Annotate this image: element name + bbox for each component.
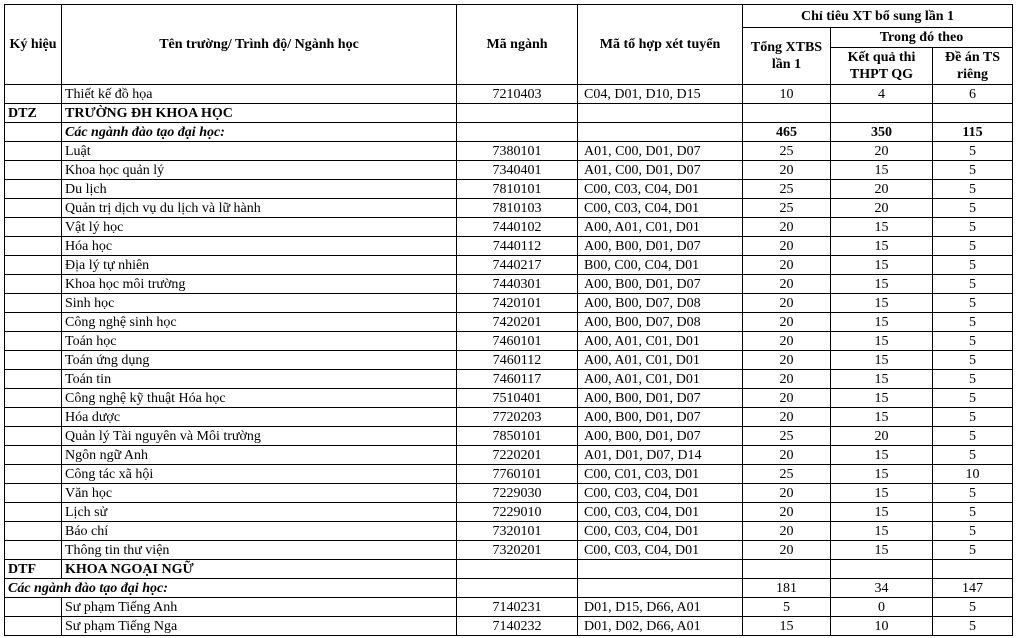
table-row xyxy=(5,256,1013,275)
header-ma-nganh: Mã ngành xyxy=(457,5,578,85)
exam-quota: 15 xyxy=(831,237,933,256)
total-quota: 25 xyxy=(743,199,831,218)
major-code: 7140231 xyxy=(457,598,578,617)
major-code: 7810101 xyxy=(457,180,578,199)
row-code xyxy=(5,218,62,237)
exam-quota: 15 xyxy=(831,313,933,332)
major-code: 7440112 xyxy=(457,237,578,256)
major-name: Báo chí xyxy=(62,522,457,541)
subject-combos: A00, B00, D07, D08 xyxy=(578,294,743,313)
row-code xyxy=(5,389,62,408)
table-row xyxy=(5,522,1013,541)
header-chi-tieu: Chỉ tiêu XT bổ sung lần 1 xyxy=(743,5,1013,28)
major-code: 7720203 xyxy=(457,408,578,427)
row-code xyxy=(5,598,62,617)
row-code xyxy=(5,484,62,503)
own-scheme-quota: 5 xyxy=(933,389,1013,408)
subject-combos: A00, B00, D01, D07 xyxy=(578,408,743,427)
major-name: Sư phạm Tiếng Anh xyxy=(62,598,457,617)
level-row xyxy=(5,123,1013,142)
row-code xyxy=(5,85,62,104)
exam-quota: 20 xyxy=(831,427,933,446)
major-name: Toán tin xyxy=(62,370,457,389)
table-body xyxy=(5,85,1013,636)
major-name: Quản trị dịch vụ du lịch và lữ hành xyxy=(62,199,457,218)
header-ky-hieu: Ký hiệu xyxy=(5,5,62,85)
table-row xyxy=(5,161,1013,180)
exam-quota xyxy=(831,104,933,123)
total-quota: 25 xyxy=(743,142,831,161)
own-scheme-quota: 5 xyxy=(933,294,1013,313)
exam-quota xyxy=(831,560,933,579)
row-code xyxy=(5,275,62,294)
subject-combos: C00, C01, C03, D01 xyxy=(578,465,743,484)
table-row xyxy=(5,237,1013,256)
table-row xyxy=(5,180,1013,199)
exam-quota: 15 xyxy=(831,370,933,389)
row-code xyxy=(5,180,62,199)
total-quota: 25 xyxy=(743,427,831,446)
major-code: 7460117 xyxy=(457,370,578,389)
own-scheme-quota: 5 xyxy=(933,503,1013,522)
own-scheme-quota: 5 xyxy=(933,275,1013,294)
own-scheme-quota: 5 xyxy=(933,522,1013,541)
row-code xyxy=(5,142,62,161)
total-quota: 20 xyxy=(743,275,831,294)
exam-quota: 15 xyxy=(831,161,933,180)
row-code xyxy=(5,617,62,636)
major-name: Hóa học xyxy=(62,237,457,256)
header-tong: Tổng XTBS lần 1 xyxy=(743,28,831,85)
major-name: Sư phạm Tiếng Nga xyxy=(62,617,457,636)
total-quota: 20 xyxy=(743,389,831,408)
table-row xyxy=(5,427,1013,446)
subject-combos: A00, B00, D01, D07 xyxy=(578,275,743,294)
major-code: 7340401 xyxy=(457,161,578,180)
school-row xyxy=(5,104,1013,123)
subject-combos: D01, D15, D66, A01 xyxy=(578,598,743,617)
table-row xyxy=(5,408,1013,427)
exam-quota: 10 xyxy=(831,617,933,636)
own-scheme-quota: 5 xyxy=(933,180,1013,199)
total-quota: 20 xyxy=(743,484,831,503)
total-quota: 20 xyxy=(743,446,831,465)
subject-combos: A00, B00, D01, D07 xyxy=(578,389,743,408)
own-scheme-quota: 147 xyxy=(933,579,1013,598)
major-code: 7440301 xyxy=(457,275,578,294)
table-row xyxy=(5,446,1013,465)
subject-combos: C04, D01, D10, D15 xyxy=(578,85,743,104)
major-code: 7420101 xyxy=(457,294,578,313)
major-name: Thông tin thư viện xyxy=(62,541,457,560)
major-name: Quản lý Tài nguyên và Môi trường xyxy=(62,427,457,446)
exam-quota: 15 xyxy=(831,275,933,294)
subject-combos: A00, B00, D01, D07 xyxy=(578,427,743,446)
table-row xyxy=(5,275,1013,294)
subject-combos: A01, D01, D07, D14 xyxy=(578,446,743,465)
row-code xyxy=(5,522,62,541)
major-code: 7810103 xyxy=(457,199,578,218)
total-quota: 5 xyxy=(743,598,831,617)
table-row xyxy=(5,598,1013,617)
row-code: DTF xyxy=(5,560,62,579)
major-name: Công nghệ kỹ thuật Hóa học xyxy=(62,389,457,408)
level-label: Các ngành đào tạo đại học: xyxy=(62,123,457,142)
major-code xyxy=(457,560,578,579)
row-code xyxy=(5,237,62,256)
table-row xyxy=(5,218,1013,237)
row-code xyxy=(5,313,62,332)
own-scheme-quota: 5 xyxy=(933,617,1013,636)
exam-quota: 15 xyxy=(831,541,933,560)
header-ma-to-hop: Mã tổ hợp xét tuyển xyxy=(578,5,743,85)
major-code: 7320101 xyxy=(457,522,578,541)
row-code xyxy=(5,541,62,560)
own-scheme-quota xyxy=(933,104,1013,123)
major-code: 7440102 xyxy=(457,218,578,237)
total-quota: 20 xyxy=(743,218,831,237)
header-ket-qua: Kết quả thi THPT QG xyxy=(831,48,933,85)
table-row xyxy=(5,484,1013,503)
major-code: 7420201 xyxy=(457,313,578,332)
total-quota: 25 xyxy=(743,465,831,484)
subject-combos: A01, C00, D01, D07 xyxy=(578,142,743,161)
own-scheme-quota: 5 xyxy=(933,237,1013,256)
exam-quota: 34 xyxy=(831,579,933,598)
major-code: 7460101 xyxy=(457,332,578,351)
school-name: KHOA NGOẠI NGỮ xyxy=(62,560,457,579)
major-name: Lịch sử xyxy=(62,503,457,522)
exam-quota: 15 xyxy=(831,389,933,408)
major-name: Sinh học xyxy=(62,294,457,313)
total-quota: 20 xyxy=(743,522,831,541)
row-code xyxy=(5,161,62,180)
total-quota: 20 xyxy=(743,332,831,351)
subject-combos: A00, A01, C01, D01 xyxy=(578,351,743,370)
major-name: Vật lý học xyxy=(62,218,457,237)
exam-quota: 15 xyxy=(831,522,933,541)
subject-combos: A01, C00, D01, D07 xyxy=(578,161,743,180)
exam-quota: 15 xyxy=(831,408,933,427)
major-code: 7850101 xyxy=(457,427,578,446)
subject-combos: B00, C00, C04, D01 xyxy=(578,256,743,275)
table-row xyxy=(5,332,1013,351)
exam-quota: 15 xyxy=(831,484,933,503)
major-name: Luật xyxy=(62,142,457,161)
subject-combos xyxy=(578,123,743,142)
major-code xyxy=(457,123,578,142)
subject-combos: C00, C03, C04, D01 xyxy=(578,199,743,218)
total-quota: 20 xyxy=(743,161,831,180)
table-row xyxy=(5,351,1013,370)
own-scheme-quota: 5 xyxy=(933,313,1013,332)
exam-quota: 15 xyxy=(831,294,933,313)
major-name: Hóa dược xyxy=(62,408,457,427)
row-code: DTZ xyxy=(5,104,62,123)
exam-quota: 15 xyxy=(831,446,933,465)
total-quota: 465 xyxy=(743,123,831,142)
total-quota: 20 xyxy=(743,237,831,256)
own-scheme-quota: 5 xyxy=(933,598,1013,617)
admission-quota-table xyxy=(4,4,1013,636)
exam-quota: 15 xyxy=(831,256,933,275)
table-row xyxy=(5,617,1013,636)
subject-combos: C00, C03, C04, D01 xyxy=(578,522,743,541)
subject-combos: C00, C03, C04, D01 xyxy=(578,503,743,522)
exam-quota: 15 xyxy=(831,351,933,370)
total-quota: 20 xyxy=(743,313,831,332)
total-quota: 20 xyxy=(743,541,831,560)
subject-combos: A00, A01, C01, D01 xyxy=(578,332,743,351)
row-code xyxy=(5,446,62,465)
table-row xyxy=(5,370,1013,389)
subject-combos xyxy=(578,104,743,123)
row-code xyxy=(5,123,62,142)
own-scheme-quota: 5 xyxy=(933,332,1013,351)
table-row xyxy=(5,199,1013,218)
subject-combos: C00, C03, C04, D01 xyxy=(578,180,743,199)
row-code xyxy=(5,332,62,351)
own-scheme-quota: 10 xyxy=(933,465,1013,484)
own-scheme-quota: 5 xyxy=(933,370,1013,389)
table-row xyxy=(5,541,1013,560)
subject-combos xyxy=(578,579,743,598)
major-code: 7229010 xyxy=(457,503,578,522)
subject-combos: A00, B00, D01, D07 xyxy=(578,237,743,256)
major-name: Công nghệ sinh học xyxy=(62,313,457,332)
major-code: 7760101 xyxy=(457,465,578,484)
total-quota: 181 xyxy=(743,579,831,598)
row-code xyxy=(5,351,62,370)
row-code xyxy=(5,256,62,275)
major-name: Toán học xyxy=(62,332,457,351)
exam-quota: 20 xyxy=(831,199,933,218)
own-scheme-quota: 115 xyxy=(933,123,1013,142)
own-scheme-quota: 5 xyxy=(933,256,1013,275)
major-name: Du lịch xyxy=(62,180,457,199)
subject-combos xyxy=(578,560,743,579)
major-name: Công tác xã hội xyxy=(62,465,457,484)
own-scheme-quota: 5 xyxy=(933,408,1013,427)
major-code xyxy=(457,579,578,598)
header-de-an: Đề án TS riêng xyxy=(933,48,1013,85)
major-name: Toán ứng dụng xyxy=(62,351,457,370)
major-code: 7220201 xyxy=(457,446,578,465)
major-code: 7320201 xyxy=(457,541,578,560)
own-scheme-quota: 5 xyxy=(933,484,1013,503)
subject-combos: D01, D02, D66, A01 xyxy=(578,617,743,636)
major-name: Thiết kế đồ họa xyxy=(62,85,457,104)
total-quota: 25 xyxy=(743,180,831,199)
own-scheme-quota: 6 xyxy=(933,85,1013,104)
exam-quota: 0 xyxy=(831,598,933,617)
total-quota: 20 xyxy=(743,408,831,427)
total-quota: 20 xyxy=(743,503,831,522)
major-code: 7140232 xyxy=(457,617,578,636)
own-scheme-quota: 5 xyxy=(933,541,1013,560)
table-row xyxy=(5,85,1013,104)
table-row xyxy=(5,313,1013,332)
subject-combos: C00, C03, C04, D01 xyxy=(578,484,743,503)
row-code xyxy=(5,199,62,218)
subject-combos: C00, C03, C04, D01 xyxy=(578,541,743,560)
exam-quota: 15 xyxy=(831,218,933,237)
major-name: Địa lý tự nhiên xyxy=(62,256,457,275)
row-code xyxy=(5,465,62,484)
exam-quota: 20 xyxy=(831,142,933,161)
total-quota: 20 xyxy=(743,351,831,370)
row-code xyxy=(5,427,62,446)
major-code xyxy=(457,104,578,123)
own-scheme-quota: 5 xyxy=(933,199,1013,218)
total-quota xyxy=(743,104,831,123)
exam-quota: 15 xyxy=(831,332,933,351)
exam-quota: 20 xyxy=(831,180,933,199)
major-code: 7210403 xyxy=(457,85,578,104)
table-row xyxy=(5,389,1013,408)
table-row xyxy=(5,465,1013,484)
table-row xyxy=(5,294,1013,313)
total-quota: 20 xyxy=(743,294,831,313)
row-code xyxy=(5,503,62,522)
own-scheme-quota: 5 xyxy=(933,446,1013,465)
own-scheme-quota: 5 xyxy=(933,218,1013,237)
major-name: Ngôn ngữ Anh xyxy=(62,446,457,465)
subject-combos: A00, B00, D07, D08 xyxy=(578,313,743,332)
table-header xyxy=(5,5,1013,85)
row-code xyxy=(5,408,62,427)
own-scheme-quota: 5 xyxy=(933,427,1013,446)
major-name: Khoa học quản lý xyxy=(62,161,457,180)
total-quota: 20 xyxy=(743,256,831,275)
major-code: 7229030 xyxy=(457,484,578,503)
school-name: TRƯỜNG ĐH KHOA HỌC xyxy=(62,104,457,123)
major-name: Văn học xyxy=(62,484,457,503)
total-quota: 20 xyxy=(743,370,831,389)
table-row xyxy=(5,503,1013,522)
exam-quota: 350 xyxy=(831,123,933,142)
total-quota: 10 xyxy=(743,85,831,104)
major-code: 7510401 xyxy=(457,389,578,408)
subject-combos: A00, A01, C01, D01 xyxy=(578,370,743,389)
row-code xyxy=(5,370,62,389)
subject-combos: A00, A01, C01, D01 xyxy=(578,218,743,237)
own-scheme-quota: 5 xyxy=(933,351,1013,370)
major-code: 7380101 xyxy=(457,142,578,161)
own-scheme-quota xyxy=(933,560,1013,579)
header-ten-truong: Tên trường/ Trình độ/ Ngành học xyxy=(62,5,457,85)
major-code: 7460112 xyxy=(457,351,578,370)
major-name: Khoa học môi trường xyxy=(62,275,457,294)
exam-quota: 15 xyxy=(831,503,933,522)
level-label: Các ngành đào tạo đại học: xyxy=(5,579,457,598)
level-row xyxy=(5,579,1013,598)
header-trong-do: Trong đó theo xyxy=(831,28,1013,48)
exam-quota: 4 xyxy=(831,85,933,104)
total-quota xyxy=(743,560,831,579)
total-quota: 15 xyxy=(743,617,831,636)
major-code: 7440217 xyxy=(457,256,578,275)
own-scheme-quota: 5 xyxy=(933,142,1013,161)
exam-quota: 15 xyxy=(831,465,933,484)
row-code xyxy=(5,294,62,313)
school-row xyxy=(5,560,1013,579)
own-scheme-quota: 5 xyxy=(933,161,1013,180)
table-row xyxy=(5,142,1013,161)
